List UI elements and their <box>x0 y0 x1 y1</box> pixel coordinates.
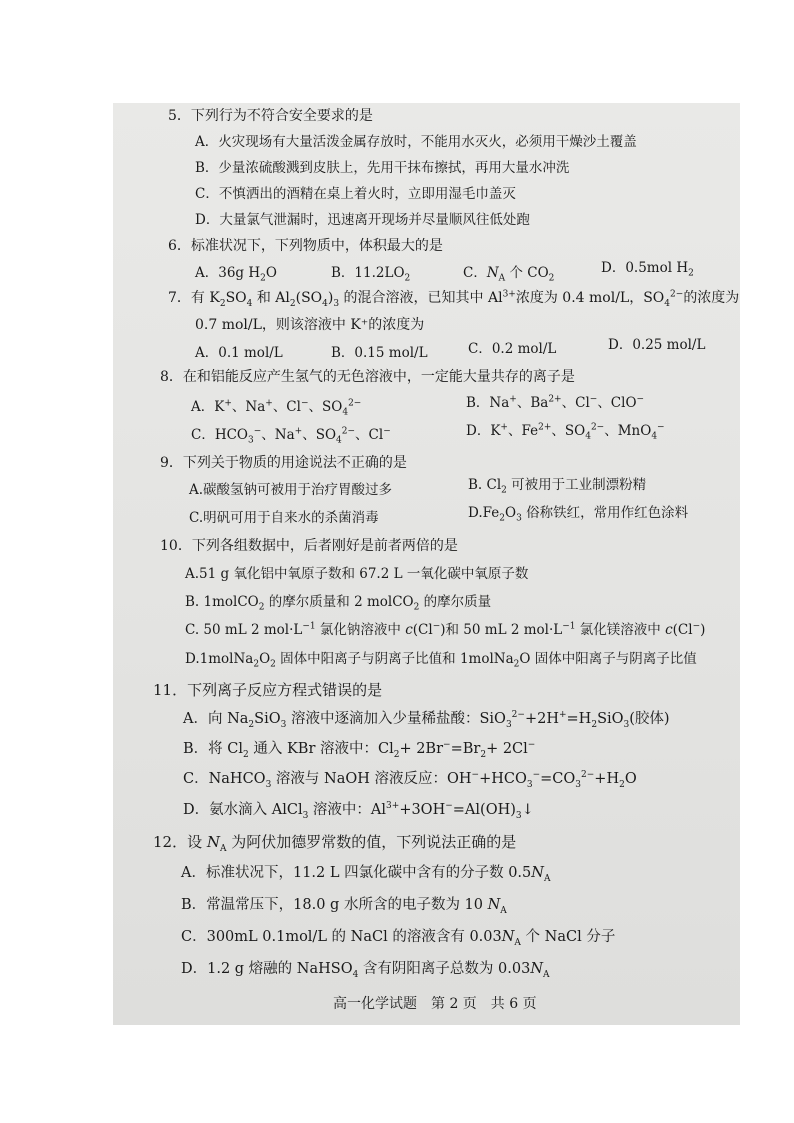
question-12-option-d: D．1.2 g 熔融的 NaHSO$_4$ 含有阴阳离子总数为 $0.03N_A$ <box>181 961 550 980</box>
question-8-stem: 8．在和铝能反应产生氢气的无色溶液中，一定能大量共存的离子是 <box>160 369 575 385</box>
question-7-stem: 7．有 $K_2SO_4$ 和 $Al_2(SO_4)_3$ 的混合溶液，已知其中 $Al^{3+}$浓度为 0.4 mol/L，$SO_4^{2-}$的浓度为 <box>168 289 740 309</box>
question-10-option-d: $D.1molNa_2O_2$ 固体中阳离子与阴离子比值和 1molNa$_2$O 固体中阳离子与阴离子比值 <box>185 651 697 670</box>
question-5-option-d: D．大量氯气泄漏时，迅速离开现场并尽量顺风往低处跑 <box>195 212 530 228</box>
question-7-stem-line2: 0.7 mol/L，则该溶液中 K⁺的浓度为 <box>195 317 425 333</box>
question-7-option-b: B．0.15 mol/L <box>331 345 428 361</box>
question-10-option-a: A.51 g 氧化铝中氧原子数和 67.2 L 一氧化碳中氧原子数 <box>185 566 529 582</box>
question-8-option-b: B．Na+、$Ba^{2+}$、Cl−、ClO− <box>466 394 645 411</box>
question-9-option-a: A.碳酸氢钠可被用于治疗胃酸过多 <box>189 482 393 498</box>
question-11-option-d: D．氨水滴入 AlCl$_3$ 溶液中：$Al^{3+}+3OH^-=Al(OH)_3↓$ <box>183 801 534 821</box>
question-12-stem: 12．设 $N_A$ 为阿伏加德罗常数的值，下列说法正确的是 <box>153 833 517 854</box>
question-10-option-b: B. 1molCO$_2$ 的摩尔质量和 2 molCO$_2$ 的摩尔质量 <box>185 594 492 613</box>
question-12-option-c: C．300mL 0.1mol/L 的 NaCl 的溶液含有 $0.03N_A$ 个 NaCl 分子 <box>181 929 616 948</box>
question-11-option-a: A．向 $Na_2SiO_3$ 溶液中逐滴加入少量稀盐酸：$SiO_3^{2-}+2H^+=H_2SiO_3$(胶体) <box>183 710 670 730</box>
question-11-option-c: C．NaHCO$_3$ 溶液与 NaOH 溶液反应：$OH^-+HCO_3^-=CO_3^{2-}+H_2O$ <box>183 770 637 790</box>
question-6-option-d: D．0.5mol $H_2$ <box>601 260 694 279</box>
question-10-stem: 10．下列各组数据中，后者刚好是前者两倍的是 <box>160 538 458 554</box>
question-7-option-c: C．0.2 mol/L <box>468 341 557 357</box>
question-11-option-b: B．将 $Cl_2$ 通入 KBr 溶液中：$Cl_2+ 2Br^-=Br_2+ 2Cl^-$ <box>183 740 536 760</box>
question-5-option-b: B．少量浓硫酸溅到皮肤上，先用干抹布擦拭，再用大量水冲洗 <box>195 160 570 176</box>
question-5-option-a: A．火灾现场有大量活泼金属存放时，不能用水灭火，必须用干燥沙土覆盖 <box>195 134 637 150</box>
question-12-option-a: A．标准状况下，11.2 L 四氯化碳中含有的分子数 $0.5N_A$ <box>181 865 551 884</box>
question-6-option-c: C．$N_A$ 个 $CO_2$ <box>463 265 555 284</box>
question-6-option-a: A．36g $H_2O$ <box>195 265 277 284</box>
question-6-option-b: B．$11.2LO_2$ <box>331 265 411 284</box>
question-5-stem: 5．下列行为不符合安全要求的是 <box>168 108 373 124</box>
question-11-stem: 11．下列离子反应方程式错误的是 <box>153 681 383 699</box>
question-8-option-d: D．K+、$Fe^{2+}$、$SO_4^{2-}$、MnO$_4$− <box>466 422 665 442</box>
question-5-option-c: C．不慎洒出的酒精在桌上着火时，立即用湿毛巾盖灭 <box>195 186 516 202</box>
question-7-option-d: D．0.25 mol/L <box>608 337 706 353</box>
page-footer: 高一化学试题 第 2 页 共 6 页 <box>333 996 537 1012</box>
question-8-option-a: A．K+、Na+、Cl−、$SO_4^{2-}$ <box>191 398 362 418</box>
exam-page <box>113 103 740 1025</box>
question-12-stem-text: 为阿伏加德罗常数的值，下列说法正确的是 <box>226 833 517 851</box>
question-6-stem: 6．标准状况下，下列物质中，体积最大的是 <box>168 238 443 254</box>
question-9-option-d: $D.Fe_2O_3$ 俗称铁红，常用作红色涂料 <box>468 505 689 524</box>
question-9-stem: 9．下列关于物质的用途说法不正确的是 <box>160 455 407 471</box>
question-9-option-b: B. $Cl_2$ 可被用于工业制漂粉精 <box>468 477 647 496</box>
question-12-option-b: B．常温常压下，18.0 g 水所含的电子数为 10 $N_A$ <box>181 897 507 916</box>
question-10-option-c: C. 50 mL 2 $mol\cdot L^{-1}$ 氯化钠溶液中 c(Cl−)和 50 mL 2 $mol\cdot L^{-1}$ 氯化镁溶液中 c(Cl−) <box>185 621 706 638</box>
question-9-option-c: C.明矾可用于自来水的杀菌消毒 <box>189 510 379 526</box>
question-7-option-a: A．0.1 mol/L <box>195 345 283 361</box>
question-8-option-c: C．$HCO_3^-$、Na+、$SO_4^{2-}$、Cl− <box>191 426 391 446</box>
